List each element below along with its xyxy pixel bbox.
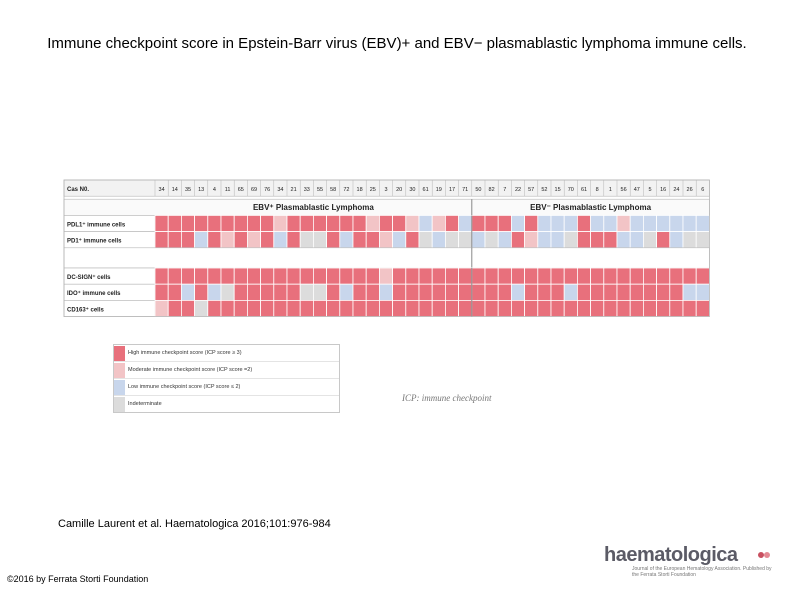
heatmap-cell: [657, 300, 670, 316]
heatmap-cell: [511, 232, 524, 248]
heatmap-cell: [604, 268, 617, 284]
heatmap-cell: [340, 232, 353, 248]
heatmap-cell: [195, 268, 208, 284]
heatmap-cell: [221, 268, 234, 284]
heatmap-cell: [657, 284, 670, 300]
row-label: PDL1⁺ immune cells: [67, 222, 126, 229]
heatmap-cell: [511, 215, 524, 231]
heatmap-cell: [472, 268, 485, 284]
heatmap-cell: [221, 284, 234, 300]
case-number-label: 58: [330, 187, 337, 193]
case-number-label: 72: [343, 187, 350, 193]
legend-swatch: [114, 397, 125, 412]
case-number-label: 69: [250, 187, 258, 193]
heatmap-cell: [181, 268, 194, 284]
heatmap-cell: [353, 300, 366, 316]
heatmap-cell: [261, 300, 274, 316]
case-number-label: 13: [198, 187, 205, 193]
heatmap-cell: [577, 232, 590, 248]
heatmap-cell: [274, 232, 287, 248]
heatmap-cell: [485, 284, 498, 300]
case-number-label: 25: [369, 187, 376, 193]
legend-label: High immune checkpoint score (ICP score ≥ 3): [128, 350, 242, 356]
heatmap-cell: [591, 215, 604, 231]
legend-item: [114, 345, 339, 362]
heatmap-cell: [591, 268, 604, 284]
heatmap-cell: [195, 232, 208, 248]
heatmap-cell: [459, 284, 472, 300]
heatmap-cell: [406, 284, 419, 300]
heatmap-cell: [366, 232, 379, 248]
heatmap-cell: [643, 232, 656, 248]
heatmap-cell: [353, 284, 366, 300]
icp-abbreviation-note: ICP: immune checkpoint: [402, 393, 492, 403]
citation: Camille Laurent et al. Haematologica 2016;101:976-984: [58, 518, 331, 530]
heatmap-cell: [498, 215, 511, 231]
haematologica-logo: [604, 544, 776, 578]
heatmap-cell: [234, 284, 247, 300]
case-number-label: 56: [620, 187, 627, 193]
row-label: PD1⁺ immune cells: [67, 238, 122, 245]
heatmap-cell: [696, 300, 709, 316]
heatmap-cell: [353, 215, 366, 231]
heatmap-legend: [113, 344, 340, 413]
heatmap-cell: [195, 284, 208, 300]
heatmap-cell: [340, 215, 353, 231]
heatmap-cell: [287, 215, 300, 231]
heatmap-cell: [564, 300, 577, 316]
heatmap-cell: [181, 284, 194, 300]
heatmap-cell: [287, 300, 300, 316]
heatmap-cell: [498, 268, 511, 284]
heatmap-cell: [445, 215, 458, 231]
heatmap-cell: [313, 215, 326, 231]
heatmap-cell: [683, 284, 696, 300]
heatmap-cell: [155, 268, 168, 284]
heatmap-cell: [300, 215, 313, 231]
case-number-label: 24: [673, 187, 680, 193]
heatmap-cell: [604, 300, 617, 316]
group-label: EBV⁺ Plasmablastic Lymphoma: [252, 203, 374, 213]
heatmap-cell: [327, 300, 340, 316]
heatmap-cell: [696, 215, 709, 231]
case-number-label: 33: [303, 187, 310, 193]
heatmap-cell: [168, 284, 181, 300]
heatmap-cell: [683, 232, 696, 248]
heatmap-cell: [445, 300, 458, 316]
heatmap-cell: [379, 215, 392, 231]
heatmap-cell: [525, 215, 538, 231]
case-number-label: 11: [224, 187, 231, 193]
heatmap-cell: [498, 232, 511, 248]
legend-swatch: [114, 380, 125, 395]
heatmap-cell: [393, 300, 406, 316]
logo-mark-icon: [757, 550, 771, 560]
heatmap-cell: [498, 300, 511, 316]
heatmap-cell: [155, 300, 168, 316]
group-label: EBV⁻ Plasmablastic Lymphoma: [530, 203, 652, 213]
spacer-row: [64, 248, 709, 268]
heatmap-cell: [657, 268, 670, 284]
heatmap-cell: [287, 232, 300, 248]
case-number-label: 7: [503, 187, 507, 193]
heatmap-cell: [419, 232, 432, 248]
heatmap-cell: [485, 232, 498, 248]
heatmap-cell: [181, 300, 194, 316]
logo-wordmark: haematologica: [604, 544, 738, 566]
heatmap-cell: [274, 300, 287, 316]
heatmap-cell: [234, 215, 247, 231]
case-number-label: 50: [475, 187, 482, 193]
case-number-label: 5: [648, 187, 652, 193]
heatmap-cell: [591, 284, 604, 300]
heatmap-cell: [300, 232, 313, 248]
heatmap-cell: [577, 268, 590, 284]
heatmap-cell: [221, 215, 234, 231]
heatmap-cell: [208, 300, 221, 316]
heatmap-cell: [604, 284, 617, 300]
heatmap-cell: [247, 268, 260, 284]
heatmap-cell: [406, 232, 419, 248]
heatmap-cell: [538, 284, 551, 300]
heatmap-cell: [155, 284, 168, 300]
heatmap-cell: [577, 300, 590, 316]
heatmap-cell: [300, 284, 313, 300]
heatmap-cell: [300, 268, 313, 284]
heatmap-cell: [643, 284, 656, 300]
row-label: DC-SIGN⁺ cells: [67, 275, 111, 281]
case-number-label: 70: [567, 187, 574, 193]
heatmap-cell: [419, 268, 432, 284]
heatmap-cell: [432, 300, 445, 316]
heatmap-cell: [327, 284, 340, 300]
heatmap-cell: [630, 268, 643, 284]
heatmap-cell: [511, 268, 524, 284]
heatmap-cell: [353, 268, 366, 284]
heatmap-cell: [195, 300, 208, 316]
row-label: IDO⁺ immune cells: [67, 291, 121, 298]
legend-swatch: [114, 346, 125, 361]
heatmap-cell: [472, 232, 485, 248]
heatmap-cell: [538, 300, 551, 316]
heatmap-cell: [327, 215, 340, 231]
case-number-label: 17: [448, 187, 456, 193]
heatmap-cell: [617, 215, 630, 231]
heatmap-cell: [511, 284, 524, 300]
heatmap-cell: [630, 232, 643, 248]
legend-item: [114, 379, 339, 396]
case-number-label: 82: [488, 187, 495, 193]
heatmap-cell: [247, 215, 260, 231]
case-number-label: 71: [462, 187, 469, 193]
heatmap-cell: [630, 284, 643, 300]
heatmap-cell: [670, 215, 683, 231]
heatmap-cell: [181, 232, 194, 248]
heatmap-cell: [287, 268, 300, 284]
heatmap-cell: [366, 284, 379, 300]
heatmap-cell: [274, 268, 287, 284]
case-number-label: 14: [171, 187, 178, 193]
case-number-label: 57: [528, 187, 535, 193]
heatmap-cell: [234, 268, 247, 284]
heatmap-cell: [247, 232, 260, 248]
case-number-label: 61: [422, 187, 429, 193]
heatmap-cell: [379, 232, 392, 248]
heatmap-cell: [551, 232, 564, 248]
heatmap-cell: [657, 215, 670, 231]
heatmap-cell: [696, 232, 709, 248]
heatmap-cell: [208, 268, 221, 284]
case-number-label: 26: [686, 187, 693, 193]
heatmap-cell: [353, 232, 366, 248]
heatmap-cell: [459, 215, 472, 231]
case-number-label: 61: [580, 187, 588, 193]
heatmap-cell: [366, 300, 379, 316]
case-number-label: 21: [290, 187, 297, 193]
heatmap-cell: [538, 232, 551, 248]
heatmap-cell: [340, 268, 353, 284]
heatmap-cell: [379, 284, 392, 300]
heatmap-cell: [287, 284, 300, 300]
heatmap-cell: [591, 232, 604, 248]
heatmap-cell: [221, 300, 234, 316]
case-number-label: 65: [237, 187, 244, 193]
heatmap-cell: [525, 300, 538, 316]
case-number-label: 8: [595, 187, 599, 193]
heatmap-cell: [551, 284, 564, 300]
heatmap-cell: [327, 232, 340, 248]
heatmap-cell: [168, 215, 181, 231]
heatmap-cell: [564, 232, 577, 248]
heatmap-cell: [419, 215, 432, 231]
heatmap-cell: [313, 232, 326, 248]
heatmap-cell: [366, 215, 379, 231]
heatmap-cell: [379, 300, 392, 316]
heatmap-cell: [617, 300, 630, 316]
heatmap-cell: [366, 268, 379, 284]
heatmap-cell: [617, 284, 630, 300]
case-number-label: 34: [277, 187, 284, 193]
heatmap-cell: [445, 268, 458, 284]
heatmap-cell: [168, 300, 181, 316]
heatmap-cell: [577, 284, 590, 300]
heatmap-cell: [538, 268, 551, 284]
heatmap-cell: [445, 284, 458, 300]
heatmap-cell: [551, 300, 564, 316]
case-number-label: 47: [633, 187, 640, 193]
heatmap-cell: [221, 232, 234, 248]
legend-label: Moderate immune checkpoint score (ICP score =2): [128, 367, 253, 373]
heatmap-cell: [261, 232, 274, 248]
heatmap-cell: [459, 268, 472, 284]
heatmap-cell: [313, 268, 326, 284]
heatmap-cell: [406, 300, 419, 316]
heatmap-cell: [498, 284, 511, 300]
heatmap-cell: [155, 232, 168, 248]
case-number-label: 76: [264, 187, 271, 193]
case-number-label: 1: [608, 187, 612, 193]
heatmap-cell: [511, 300, 524, 316]
case-number-label: 22: [514, 187, 522, 193]
heatmap-cell: [208, 284, 221, 300]
heatmap-cell: [247, 284, 260, 300]
case-number-label: 52: [541, 187, 548, 193]
heatmap-cell: [564, 284, 577, 300]
heatmap-cell: [630, 300, 643, 316]
case-number-label: 55: [316, 187, 324, 193]
heatmap-cell: [485, 300, 498, 316]
heatmap-cell: [261, 268, 274, 284]
heatmap-cell: [683, 215, 696, 231]
heatmap-cell: [419, 284, 432, 300]
case-header-label: Cas N0.: [67, 187, 90, 193]
heatmap-cell: [657, 232, 670, 248]
heatmap-cell: [472, 215, 485, 231]
case-number-label: 6: [701, 187, 705, 193]
heatmap-cell: [168, 268, 181, 284]
heatmap-cell: [419, 300, 432, 316]
heatmap-cell: [208, 232, 221, 248]
heatmap-cell: [393, 215, 406, 231]
heatmap-cell: [485, 215, 498, 231]
heatmap-cell: [604, 232, 617, 248]
heatmap-cell: [313, 300, 326, 316]
heatmap-cell: [643, 215, 656, 231]
heatmap-cell: [564, 215, 577, 231]
heatmap-cell: [551, 268, 564, 284]
heatmap-cell: [683, 268, 696, 284]
heatmap-cell: [472, 284, 485, 300]
heatmap-cell: [432, 232, 445, 248]
heatmap-cell: [274, 284, 287, 300]
legend-item: [114, 396, 339, 412]
heatmap-cell: [670, 284, 683, 300]
heatmap-cell: [459, 300, 472, 316]
heatmap-cell: [696, 268, 709, 284]
heatmap-cell: [525, 268, 538, 284]
row-label: CD163⁺ cells: [67, 307, 104, 314]
heatmap-cell: [155, 215, 168, 231]
case-number-label: 4: [212, 187, 216, 193]
heatmap-cell: [340, 300, 353, 316]
heatmap-cell: [459, 232, 472, 248]
case-number-label: 35: [184, 187, 192, 193]
case-number-label: 19: [435, 187, 442, 193]
heatmap-cell: [617, 232, 630, 248]
heatmap-cell: [393, 284, 406, 300]
heatmap-cell: [643, 268, 656, 284]
case-number-label: 34: [158, 187, 165, 193]
heatmap-cell: [445, 232, 458, 248]
case-number-label: 3: [384, 187, 388, 193]
heatmap-cell: [234, 232, 247, 248]
heatmap-cell: [670, 268, 683, 284]
heatmap-cell: [432, 268, 445, 284]
case-number-label: 16: [660, 187, 667, 193]
heatmap-cell: [168, 232, 181, 248]
heatmap-cell: [393, 232, 406, 248]
copyright: ©2016 by Ferrata Storti Foundation: [7, 574, 149, 584]
legend-label: Indeterminate: [128, 401, 162, 407]
heatmap-cell: [525, 284, 538, 300]
heatmap-cell: [670, 232, 683, 248]
logo-subtitle: Journal of the European Hematology Association. Published by the Ferrata Storti Foundation: [632, 566, 772, 578]
heatmap-cell: [670, 300, 683, 316]
legend-label: Low immune checkpoint score (ICP score ≤ 2): [128, 384, 241, 390]
heatmap-cell: [406, 215, 419, 231]
page-title: Immune checkpoint score in Epstein-Barr virus (EBV)+ and EBV− plasmablastic lymphoma immune cells.: [47, 35, 747, 52]
heatmap-cell: [261, 284, 274, 300]
legend-item: [114, 362, 339, 379]
heatmap-cell: [247, 300, 260, 316]
legend-swatch: [114, 363, 125, 378]
heatmap-cell: [379, 268, 392, 284]
case-number-label: 20: [396, 187, 403, 193]
heatmap-cell: [564, 268, 577, 284]
heatmap-cell: [485, 268, 498, 284]
heatmap-cell: [340, 284, 353, 300]
case-number-label: 30: [409, 187, 416, 193]
heatmap-cell: [300, 300, 313, 316]
heatmap-cell: [432, 284, 445, 300]
heatmap-cell: [617, 268, 630, 284]
heatmap-cell: [538, 215, 551, 231]
heatmap-cell: [525, 232, 538, 248]
heatmap-cell: [551, 215, 564, 231]
heatmap-cell: [406, 268, 419, 284]
heatmap-cell: [208, 215, 221, 231]
case-number-label: 15: [554, 187, 561, 193]
heatmap-cell: [683, 300, 696, 316]
heatmap-cell: [591, 300, 604, 316]
heatmap-cell: [472, 300, 485, 316]
heatmap-cell: [643, 300, 656, 316]
heatmap-cell: [393, 268, 406, 284]
heatmap-cell: [630, 215, 643, 231]
heatmap-cell: [313, 284, 326, 300]
heatmap-cell: [577, 215, 590, 231]
heatmap-cell: [327, 268, 340, 284]
heatmap-cell: [696, 284, 709, 300]
heatmap-cell: [234, 300, 247, 316]
heatmap-cell: [195, 215, 208, 231]
heatmap-cell: [274, 215, 287, 231]
heatmap-cell: [604, 215, 617, 231]
case-number-label: 18: [356, 187, 363, 193]
heatmap-cell: [181, 215, 194, 231]
heatmap-cell: [261, 215, 274, 231]
heatmap-cell: [432, 215, 445, 231]
